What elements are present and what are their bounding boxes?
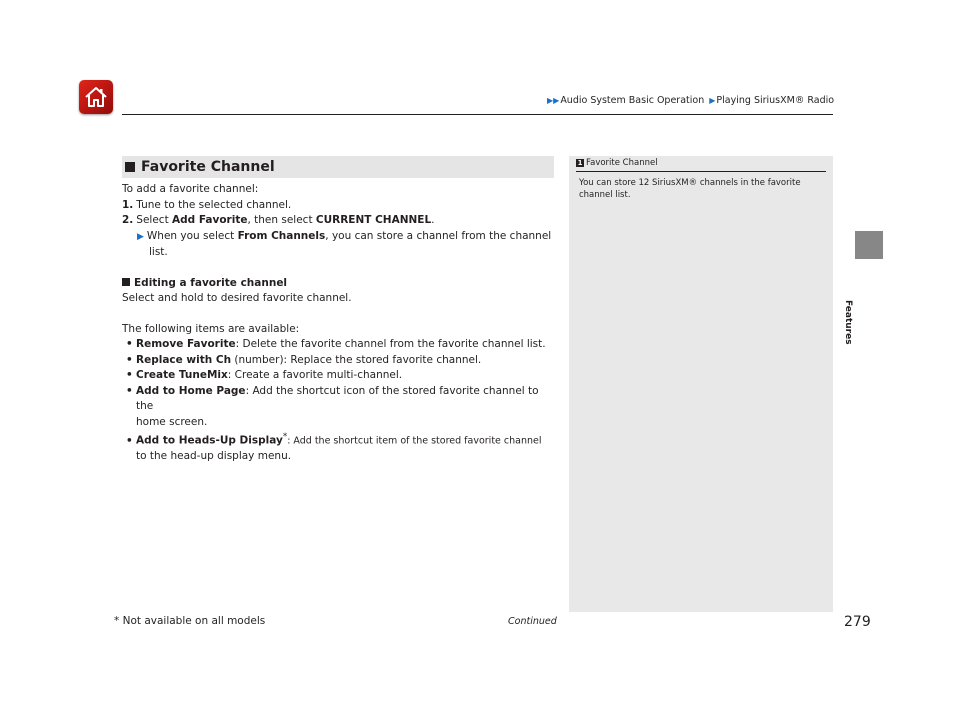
continued-label: Continued [508, 616, 557, 627]
breadcrumb [547, 95, 834, 106]
substep: ▶ When you select From Channels, you can store a channel from the channel [137, 229, 552, 242]
breadcrumb-item-1[interactable]: Audio System Basic Operation [560, 95, 705, 106]
note-icon: 1 [577, 159, 583, 167]
sidebar-note [569, 156, 833, 612]
step-1: 1. Tune to the selected channel. [122, 198, 292, 211]
intro-text: To add a favorite channel: [122, 183, 259, 195]
section-body [122, 182, 554, 465]
square-bullet-icon [125, 162, 135, 172]
items-intro: The following items are available: [122, 322, 300, 335]
subheading: Editing a favorite channel [122, 276, 554, 292]
side-tab-label: Features [843, 300, 853, 345]
home-button[interactable] [79, 80, 113, 114]
list-item: • Create TuneMix: Create a favorite multi-channel. [126, 369, 403, 381]
home-icon [83, 84, 109, 110]
substep-cont: list. [149, 246, 168, 258]
step-2: 2. Select Add Favorite, then select CURRENT CHANNEL. [122, 214, 435, 226]
arrow-icon: ▶ [137, 231, 144, 242]
footnote: * Not available on all models [114, 615, 266, 627]
side-tab-marker[interactable] [855, 231, 883, 259]
header-rule [122, 114, 833, 115]
section-title: Favorite Channel [141, 159, 275, 175]
double-arrow-icon: ▶▶ [547, 96, 560, 105]
breadcrumb-item-2[interactable]: Playing SiriusXM® Radio [716, 95, 835, 106]
page-number: 279 [844, 614, 871, 630]
arrow-icon: ▶ [709, 96, 716, 105]
list-item: • Replace with Ch (number): Replace the stored favorite channel. [126, 353, 482, 366]
subheading-text: Select and hold to desired favorite channel. [122, 292, 352, 304]
sidebar-heading: 1 Favorite Channel [576, 158, 826, 172]
list-item: • Add to Heads-Up Display*: Add the shortcut item of the stored favorite channel to the head-up display menu. [126, 432, 542, 462]
list-item: • Add to Home Page: Add the shortcut icon of the stored favorite channel to the home screen. [126, 384, 539, 428]
square-bullet-icon [122, 278, 130, 286]
list-item: • Remove Favorite: Delete the favorite channel from the favorite channel list. [126, 338, 546, 350]
section-header [122, 156, 554, 178]
sidebar-text: You can store 12 SiriusXM® channels in the favorite channel list. [579, 178, 801, 200]
